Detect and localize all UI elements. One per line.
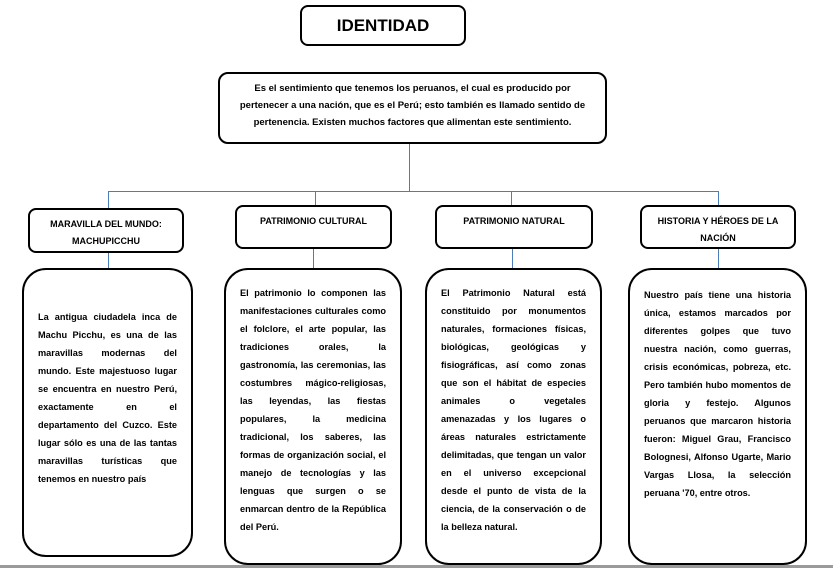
detail-box-machupicchu: La antigua ciudadela inca de Machu Picchu, es una de las maravillas modernas del mundo. Este majestuoso lugar se encuentra en nuestro Perú, exactamente en el departamento del Cuzco. Este lugar sólo es una de las tantas maravillas turísticas que tenemos en nuestro país — [22, 268, 193, 557]
title-box: IDENTIDAD — [300, 5, 466, 46]
connector-line — [409, 144, 410, 191]
detail-box-natural: El Patrimonio Natural está constituido por monumentos naturales, formaciones físicas, biológicas, geológicas y fisiográficas, así como zonas que son el hábitat de especies animales o vegetales amenazadas y los lugares o áreas naturales estrictamente delimitadas, que tengan un valor en el universo excepcional desde el punto de vista de la ciencia, de la conservación o de la belleza natural. — [425, 268, 602, 565]
connector-line — [718, 191, 719, 205]
connector-line — [313, 248, 314, 268]
detail-box-cultural: El patrimonio lo componen las manifestaciones culturales como el folclore, el arte popular, las tradiciones orales, la gastronomía, las ceremonias, las costumbres mágico-religiosas, las leyendas, las fiestas populares, la medicina tradicional, los saberes, las formas de organización social, el manejo de tecnologías y las lenguas que surgen o se enmarcan dentro de la República del Perú. — [224, 268, 402, 565]
description-box: Es el sentimiento que tenemos los peruanos, el cual es producido por pertenecer a una nación, que es el Perú; esto también es llamado sentido de pertenencia. Existen muchos factores que alimentan este sentimiento. — [218, 72, 607, 144]
connector-line — [315, 191, 316, 205]
category-box-machupicchu: MARAVILLA DEL MUNDO: MACHUPICCHU — [28, 208, 184, 253]
connector-line — [108, 191, 109, 208]
category-box-cultural: PATRIMONIO CULTURAL — [235, 205, 392, 249]
category-box-historia: HISTORIA Y HÉROES DE LA NACIÓN — [640, 205, 796, 249]
detail-box-historia: Nuestro país tiene una historia única, estamos marcados por diferentes golpes que tuvo nuestra nación, como guerras, crisis económicas, pobreza, etc. Pero también hubo momentos de gloria y festejo. Algunos peruanos que marcaron historia fueron: Miguel Grau, Francisco Bolognesi, Alfonso Ugarte, Mario Vargas Llosa, la selección peruana '70, entre otros. — [628, 268, 807, 565]
connector-line — [718, 248, 719, 268]
connector-line — [108, 191, 719, 192]
connector-line — [512, 248, 513, 268]
category-box-natural: PATRIMONIO NATURAL — [435, 205, 593, 249]
connector-line — [511, 191, 512, 205]
connector-line — [108, 252, 109, 269]
